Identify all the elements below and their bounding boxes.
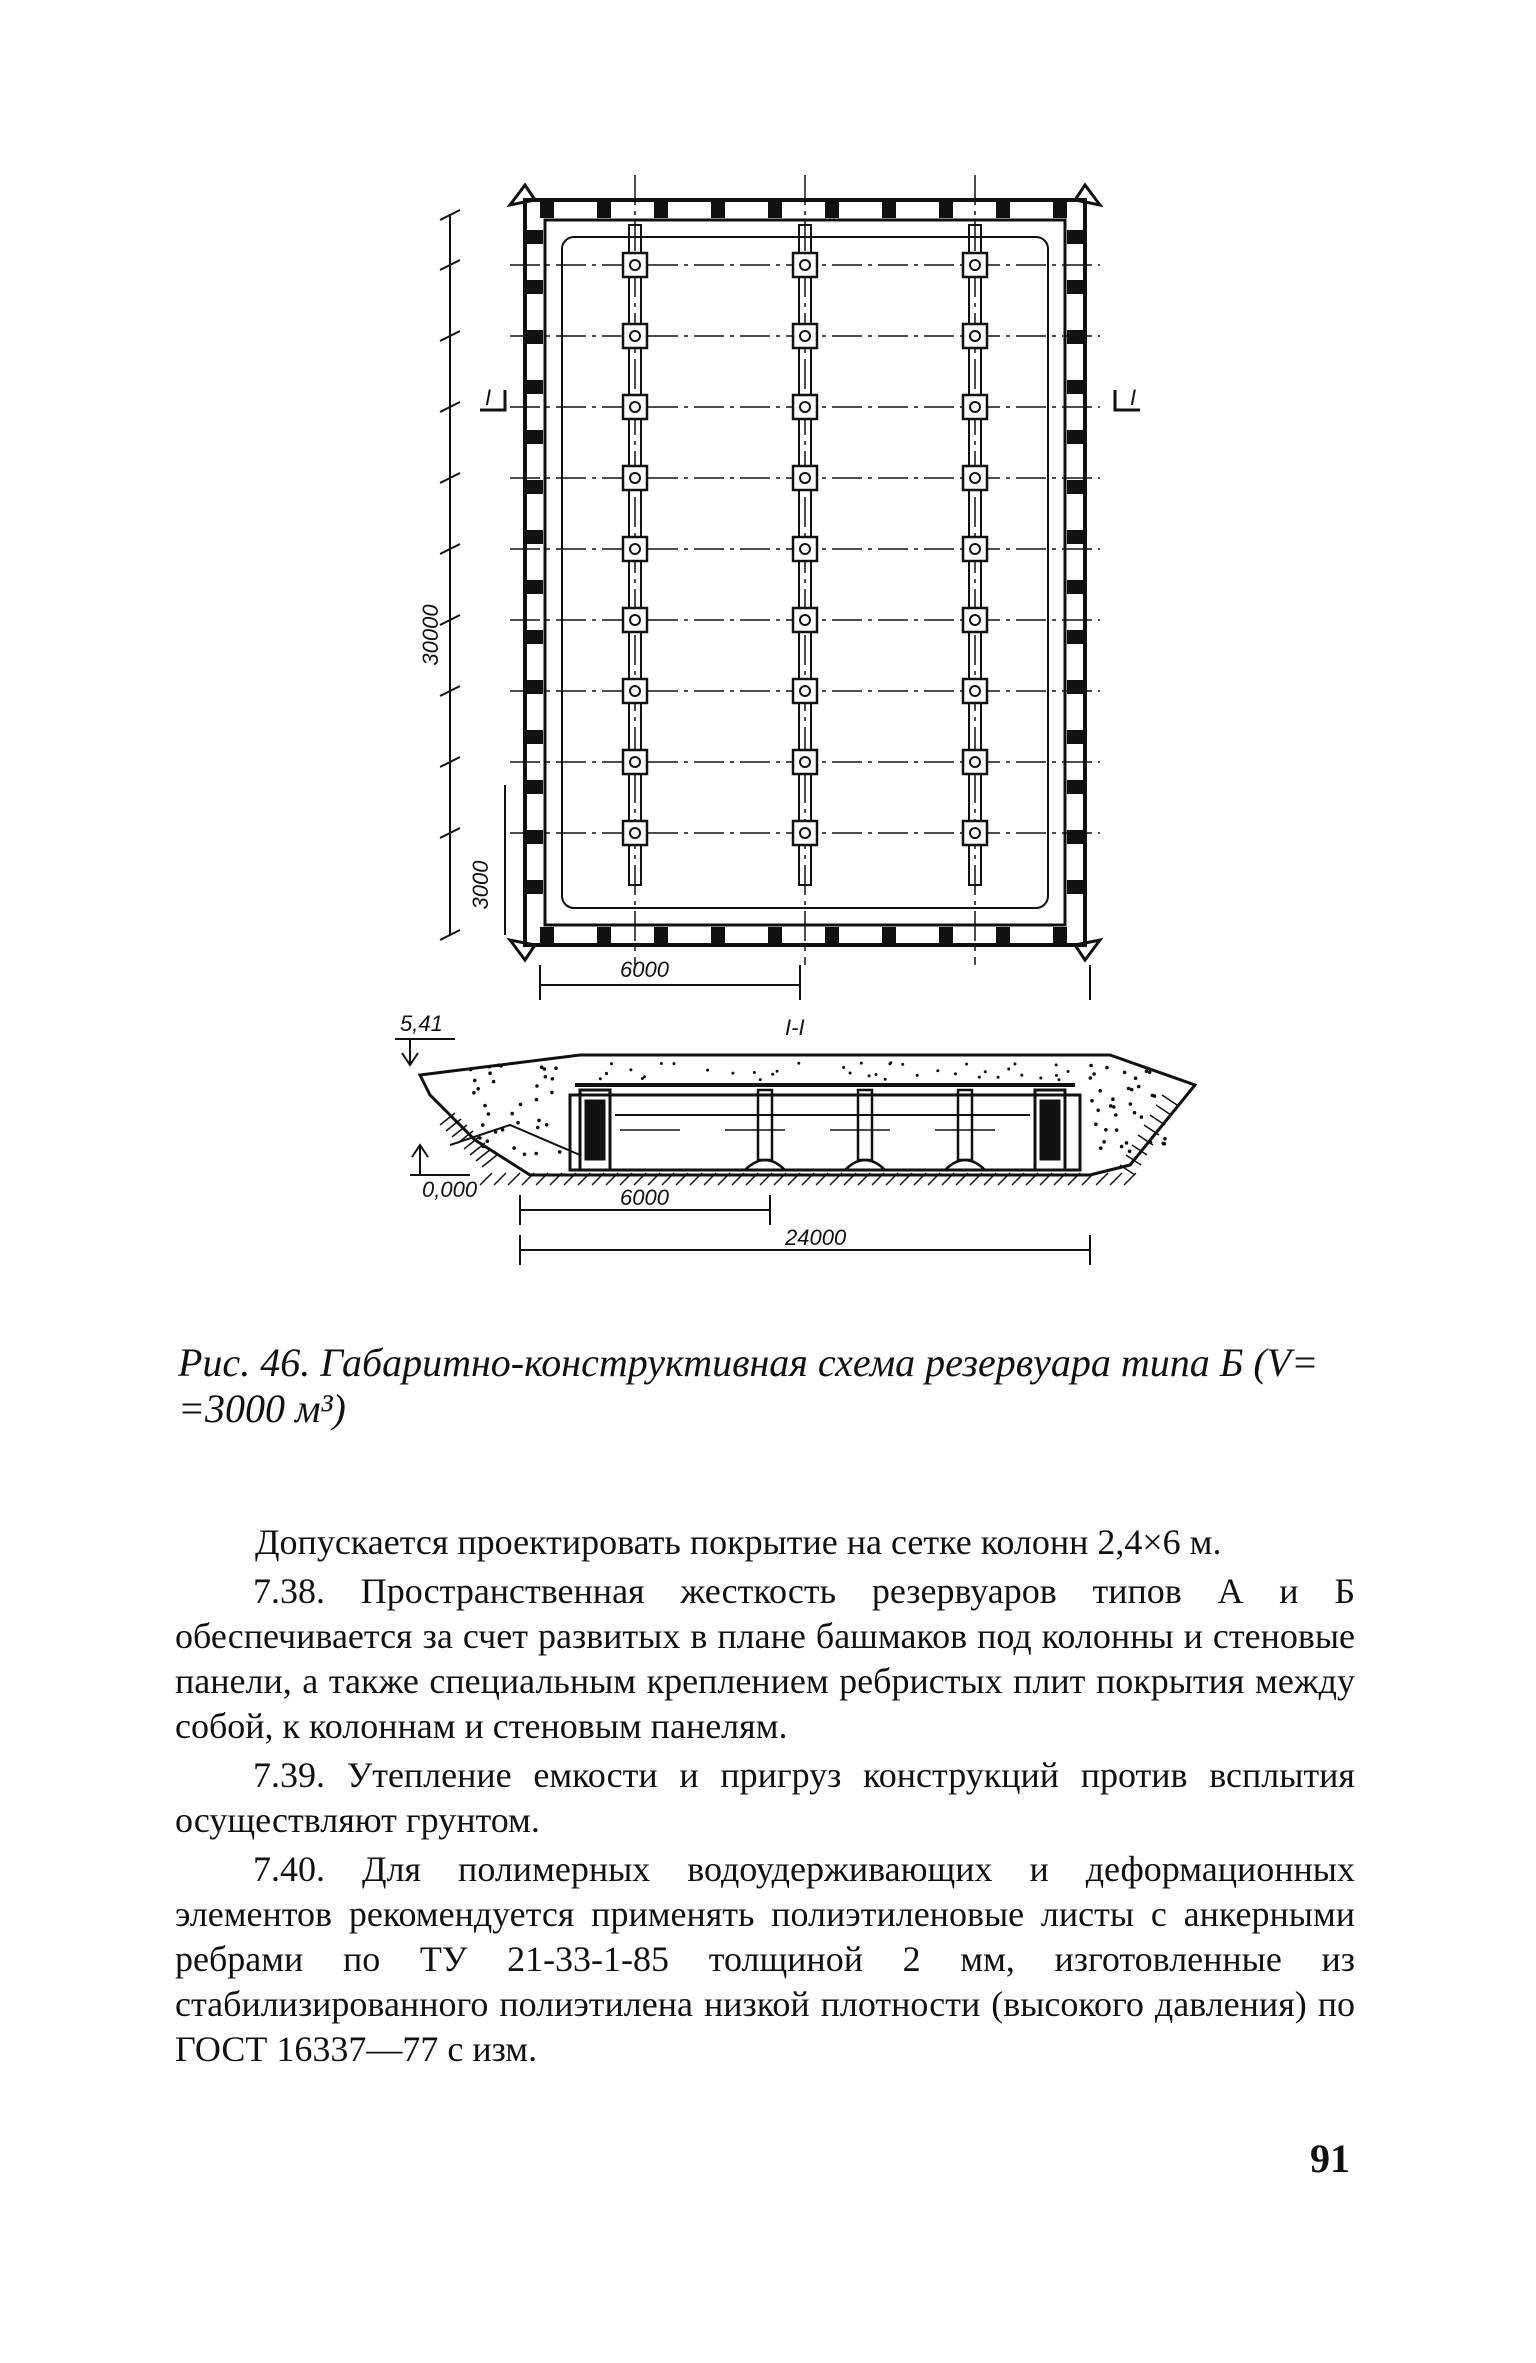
soil-dot (1096, 1109, 1100, 1113)
column-grid-lines (510, 175, 1100, 965)
soil-dot (936, 1069, 939, 1072)
plan-view (440, 175, 1140, 1000)
level-top: 5,41 (400, 1011, 443, 1036)
column-base (623, 395, 647, 419)
wall-block-top (654, 202, 668, 218)
soil-dot (472, 1091, 476, 1095)
soil-dot (536, 1126, 540, 1130)
wall-block-left (527, 280, 543, 294)
soil-dot (771, 1073, 774, 1076)
column-base (793, 750, 817, 774)
soil-dot (1151, 1094, 1155, 1098)
soil-dot (1104, 1128, 1108, 1132)
section-column (958, 1090, 972, 1160)
column-base (793, 608, 817, 632)
soil-dot (1112, 1105, 1116, 1109)
soil-dot (1140, 1115, 1144, 1119)
reservoir-drawing (330, 165, 1280, 1335)
soil-dot (1162, 1142, 1166, 1146)
soil-dot (1089, 1064, 1093, 1068)
hatch-stroke (476, 1149, 491, 1161)
soil-dot (497, 1063, 501, 1067)
soil-dot (482, 1145, 486, 1149)
column-base (793, 537, 817, 561)
column-base (963, 537, 987, 561)
soil-dot (512, 1146, 516, 1150)
body-text (175, 1520, 1355, 2076)
wall-block-bottom (1053, 927, 1067, 943)
section-dim-span: 6000 (620, 1185, 669, 1210)
wall-block-bottom (825, 927, 839, 943)
wall-block-left (527, 880, 543, 894)
soil-dot (523, 1153, 527, 1157)
wall-block-left (527, 680, 543, 694)
soil-dot (1114, 1113, 1118, 1117)
soil-dot (1058, 1078, 1061, 1081)
soil-dot (1109, 1104, 1113, 1108)
soil-dot (605, 1072, 608, 1075)
wall-block-right (1067, 230, 1083, 244)
figure-caption (178, 1340, 1378, 1432)
soil-dot (1130, 1088, 1134, 1092)
paragraph: Допускается проектировать покрытие на сетке колонн 2,4×6 м. (255, 1522, 1222, 1562)
soil-dot (1055, 1063, 1058, 1066)
soil-dot (487, 1112, 491, 1116)
soil-dot (535, 1098, 539, 1102)
soil-dot (1039, 1077, 1042, 1080)
soil-dot (1148, 1070, 1152, 1074)
wall-block-left (527, 830, 543, 844)
soil-dot (1134, 1076, 1138, 1080)
wall-block-top (939, 202, 953, 218)
page-number: 91 (1310, 2136, 1350, 2181)
wall-block-left (527, 230, 543, 244)
soil-dot (1127, 1087, 1131, 1091)
soil-dot (1125, 1141, 1129, 1145)
soil-dot (519, 1103, 523, 1107)
soil-dot (473, 1079, 477, 1083)
soil-dot (997, 1076, 1000, 1079)
column-base (623, 537, 647, 561)
soil-fill (469, 1061, 1167, 1156)
soil-dot (1120, 1145, 1124, 1149)
soil-dot (1111, 1097, 1115, 1101)
column-base (793, 324, 817, 348)
wall-block-right (1067, 280, 1083, 294)
paragraph: 7.39. Утепление емкости и пригруз конструкций против всплытия осуществляют грунтом. (175, 1755, 1355, 1840)
soil-dot (868, 1074, 871, 1077)
soil-dot (884, 1078, 887, 1081)
hatch-stroke (1096, 1173, 1108, 1185)
soil-dot (860, 1062, 863, 1065)
wall-block-right (1067, 480, 1083, 494)
hatch-stroke (494, 1173, 506, 1185)
column-base (623, 324, 647, 348)
wall-block-top (711, 202, 725, 218)
wall-block-top (597, 202, 611, 218)
wall-block-left (527, 430, 543, 444)
soil-dot (544, 1075, 548, 1079)
column-base (623, 608, 647, 632)
wall-block-right (1067, 730, 1083, 744)
section-mark-left: I (485, 385, 492, 410)
soil-dot (1014, 1063, 1017, 1066)
wall-block-right (1067, 530, 1083, 544)
caption-line-1: Рис. 46. Габаритно-конструктивная схема резервуара типа Б (V= (178, 1340, 1319, 1385)
wall-block-top (1053, 202, 1067, 218)
soil-dot (1098, 1089, 1102, 1093)
hatch-stroke (508, 1173, 520, 1185)
soil-dot (965, 1063, 968, 1066)
wall-block-left (527, 330, 543, 344)
section-dim-total: 24000 (785, 1225, 847, 1250)
soil-dot (610, 1062, 613, 1065)
section-mark-right: I (1130, 385, 1137, 410)
soil-dot (476, 1087, 480, 1091)
wall-block-left (527, 730, 543, 744)
soil-dot (673, 1062, 676, 1065)
column-base (963, 253, 987, 277)
soil-dot (492, 1080, 496, 1084)
wall-block-left (527, 580, 543, 594)
soil-dot (537, 1119, 541, 1123)
wall-block-top (996, 202, 1010, 218)
paragraph: 7.40. Для полимерных водоудерживающих и деформационных элементов рекомендуется применять полиэтиленовые листы с анкерными ребрами по ТУ 21-33-1-85 толщиной 2 мм, изготовленные из стабилизированного полиэтилена низкой плотности (высокого давления) по ГОСТ 16337—77 с изм. (175, 1849, 1355, 2069)
soil-dot (1105, 1066, 1109, 1070)
soil-dot (488, 1065, 492, 1069)
soil-dot (797, 1062, 800, 1065)
section-column (858, 1090, 872, 1160)
column-base (623, 253, 647, 277)
column-base (793, 679, 817, 703)
column-base (963, 750, 987, 774)
soil-dot (510, 1112, 514, 1116)
section-columns (620, 1090, 995, 1170)
soil-dot (545, 1123, 549, 1127)
plan-dim-span: 6000 (620, 957, 669, 982)
soil-dot (478, 1136, 482, 1140)
level-bottom: 0,000 (422, 1177, 478, 1202)
column-base (793, 821, 817, 845)
column-base (963, 679, 987, 703)
soil-dot (759, 1078, 762, 1081)
hatch-stroke (1162, 1095, 1177, 1105)
soil-dot (1020, 1074, 1023, 1077)
column-base (963, 466, 987, 490)
soil-dot (842, 1066, 845, 1069)
wall-block-right (1067, 880, 1083, 894)
hatch-stroke (1110, 1173, 1122, 1185)
wall-block-bottom (540, 927, 554, 943)
wall-block-right (1067, 830, 1083, 844)
soil-dot (629, 1068, 632, 1071)
soil-dot (753, 1071, 756, 1074)
soil-dot (1099, 1146, 1103, 1150)
soil-dot (901, 1063, 904, 1066)
wall-block-left (527, 480, 543, 494)
soil-dot (849, 1072, 852, 1075)
soil-dot (469, 1068, 473, 1072)
wall-block-right (1067, 580, 1083, 594)
soil-dot (501, 1128, 505, 1132)
wall-block-right (1067, 680, 1083, 694)
column-base (623, 821, 647, 845)
column-base (793, 466, 817, 490)
hatch-stroke (1156, 1105, 1171, 1115)
soil-dot (1092, 1072, 1096, 1076)
column-base (623, 750, 647, 774)
soil-dot (1133, 1111, 1137, 1115)
soil-dot (494, 1130, 498, 1134)
wall-block-bottom (597, 927, 611, 943)
plan-dim-bay: 3000 (468, 860, 493, 910)
soil-dot (1089, 1076, 1093, 1080)
soil-dot (1090, 1099, 1094, 1103)
wall-block-bottom (711, 927, 725, 943)
wall-block-left (527, 780, 543, 794)
hatch-stroke (480, 1173, 492, 1185)
wall-block-bottom (654, 927, 668, 943)
wall-block-top (768, 202, 782, 218)
soil-dot (1102, 1140, 1106, 1144)
soil-dot (706, 1069, 709, 1072)
wall-block-left (527, 530, 543, 544)
soil-dot (776, 1070, 779, 1073)
soil-dot (916, 1074, 919, 1077)
soil-dot (1055, 1074, 1058, 1077)
soil-dot (516, 1121, 520, 1125)
soil-dot (1137, 1085, 1141, 1089)
soil-dot (486, 1139, 490, 1143)
soil-dot (488, 1071, 492, 1075)
soil-dot (954, 1072, 957, 1075)
wall-block-bottom (939, 927, 953, 943)
wall-block-right (1067, 430, 1083, 444)
soil-dot (978, 1076, 981, 1079)
soil-dot (731, 1072, 734, 1075)
soil-dot (599, 1077, 602, 1080)
soil-dot (1145, 1069, 1149, 1073)
soil-dot (1128, 1150, 1132, 1154)
column-base (963, 324, 987, 348)
wall-block-top (540, 202, 554, 218)
column-base (623, 679, 647, 703)
soil-dot (535, 1084, 539, 1088)
wall-block-right (1067, 780, 1083, 794)
drawing-svg (330, 165, 1280, 1335)
column-base (793, 395, 817, 419)
paragraph: 7.38. Пространственная жесткость резервуаров типов А и Б обеспечивается за счет развитых в плане башмаков под колонны и стеновые панели, а также специальным креплением ребристых плит покрытия между собой, к колоннам и стеновым панелям. (175, 1571, 1355, 1746)
soil-dot (558, 1150, 562, 1154)
column-base (963, 395, 987, 419)
soil-dot (875, 1073, 878, 1076)
wall-block-top (882, 202, 896, 218)
column-base (963, 608, 987, 632)
soil-dot (660, 1062, 663, 1065)
wall-block-bottom (996, 927, 1010, 943)
soil-dot (1007, 1068, 1010, 1071)
soil-dot (1115, 1128, 1119, 1132)
soil-dot (1149, 1141, 1153, 1145)
wall-block-right (1067, 330, 1083, 344)
wall-block-left (527, 380, 543, 394)
soil-dot (1067, 1070, 1070, 1073)
section-column (758, 1090, 772, 1160)
soil-dot (550, 1091, 554, 1095)
wall-block-right (1067, 630, 1083, 644)
soil-dot (888, 1062, 891, 1065)
wall-block-top (825, 202, 839, 218)
soil-dot (481, 1123, 485, 1127)
soil-dot (554, 1066, 558, 1070)
plan-dim-total: 30000 (418, 604, 443, 666)
soil-dot (534, 1152, 538, 1156)
soil-dot (984, 1070, 987, 1073)
column-base (623, 466, 647, 490)
column-base (963, 821, 987, 845)
soil-dot (1129, 1102, 1133, 1106)
wall-block-left (527, 630, 543, 644)
wall-block-bottom (882, 927, 896, 943)
soil-dot (1094, 1123, 1098, 1127)
soil-dot (1163, 1137, 1167, 1141)
hatch-stroke (1150, 1115, 1165, 1125)
wall-block-right (1067, 380, 1083, 394)
caption-line-2: =3000 м³) (178, 1386, 346, 1431)
column-base (793, 253, 817, 277)
section-title: I-I (785, 1015, 805, 1040)
wall-block-bottom (768, 927, 782, 943)
soil-dot (643, 1075, 646, 1078)
soil-dot (1123, 1071, 1127, 1075)
hatch-stroke (482, 1155, 497, 1167)
soil-dot (551, 1077, 555, 1081)
soil-dot (483, 1104, 487, 1108)
soil-dot (543, 1067, 547, 1071)
